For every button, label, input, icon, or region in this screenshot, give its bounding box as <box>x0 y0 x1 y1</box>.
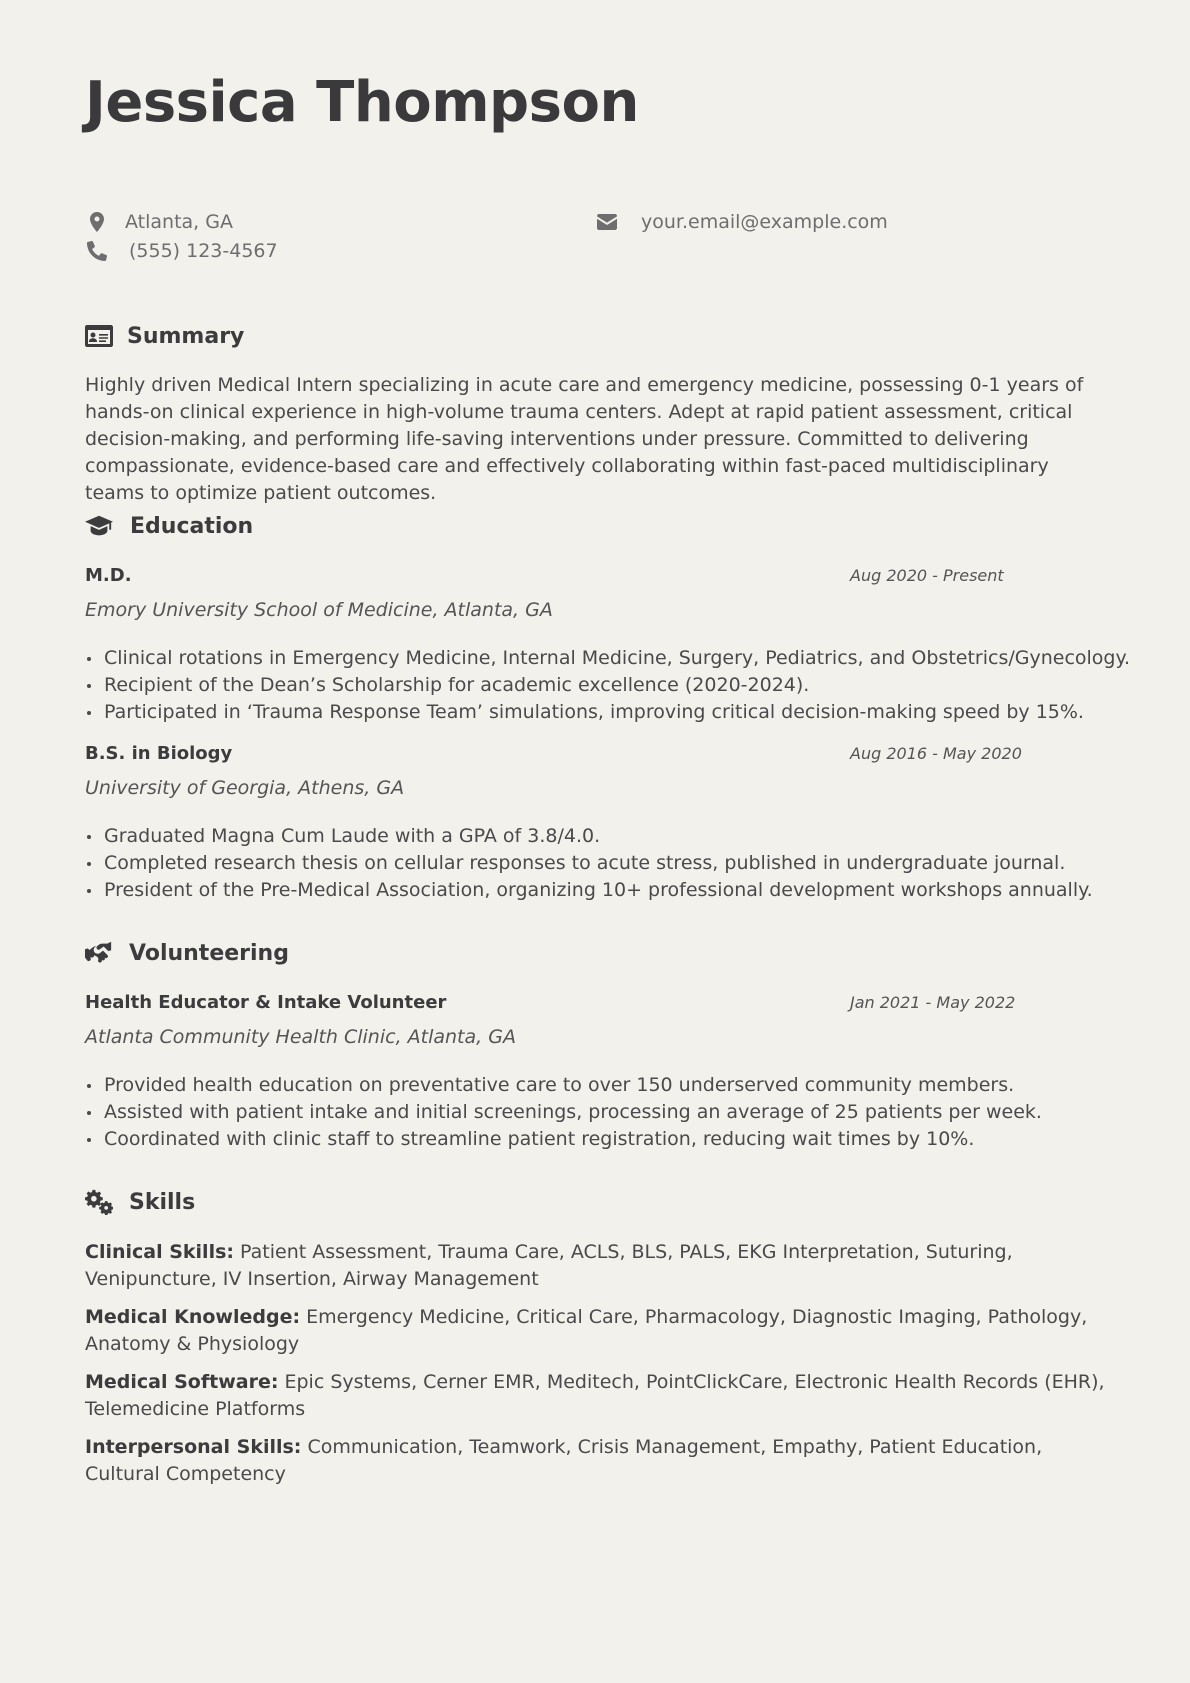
skill-group <box>85 1304 1105 1358</box>
skill-label: Medical Software: <box>85 1371 279 1393</box>
skills-heading <box>85 1187 195 1217</box>
skill-items: Epic Systems, Cerner EMR, Meditech, PointClickCare, Electronic Health Records (EHR), Telemedicine Platforms <box>85 1371 1105 1420</box>
degree-title: M.D. <box>85 565 132 586</box>
skills-title: Skills <box>129 1189 196 1215</box>
entry-dates: Jan 2021 - May 2022 <box>850 993 1016 1012</box>
summary-title: Summary <box>127 323 245 349</box>
school-name: University of Georgia, Athens, GA <box>85 777 405 799</box>
school-name: Emory University School of Medicine, Atlanta, GA <box>85 599 553 621</box>
list-item: Provided health education on preventative care to over 150 underserved community members. <box>85 1072 1105 1099</box>
phone-text: (555) 123-4567 <box>129 240 278 262</box>
skill-group <box>85 1434 1105 1488</box>
phone-icon <box>85 241 109 261</box>
list-item: President of the Pre-Medical Association, organizing 10+ professional development workshops annually. <box>85 877 1105 904</box>
list-item: Coordinated with clinic staff to streamline patient registration, reducing wait times by 10%. <box>85 1126 1105 1153</box>
skill-items: Communication, Teamwork, Crisis Management, Empathy, Patient Education, Cultural Competency <box>85 1436 1043 1485</box>
summary-text: Highly driven Medical Intern specializing in acute care and emergency medicine, possessing 0-1 years of hands-on clinical experience in high-volume trauma centers. Adept at rapid patient assessment, critical decision-making, and performing life-saving interventions under pressure. Committed to delivering compassionate, evidence-based care and effectively collaborating within fast-paced multidisciplinary teams to optimize patient outcomes. <box>85 374 1084 504</box>
email-text: your.email@example.com <box>641 211 888 233</box>
education-heading <box>85 511 253 541</box>
skill-label: Interpersonal Skills: <box>85 1436 302 1458</box>
skill-items: Patient Assessment, Trauma Care, ACLS, BLS, PALS, EKG Interpretation, Suturing, Venipuncture, IV Insertion, Airway Management <box>85 1241 1013 1290</box>
education-entry <box>85 565 1131 726</box>
list-item: Graduated Magna Cum Laude with a GPA of 3.8/4.0. <box>85 823 1105 850</box>
organization-name: Atlanta Community Health Clinic, Atlanta, GA <box>85 1026 516 1048</box>
volunteering-title: Volunteering <box>129 940 289 966</box>
list-item: Assisted with patient intake and initial screenings, processing an average of 25 patients per week. <box>85 1099 1105 1126</box>
contact-phone <box>85 239 278 263</box>
contact-location <box>85 210 233 234</box>
skill-items: Emergency Medicine, Critical Care, Pharmacology, Diagnostic Imaging, Pathology, Anatomy & Physiology <box>85 1306 1088 1355</box>
map-marker-icon <box>85 212 109 232</box>
skill-group <box>85 1239 1105 1293</box>
entry-header <box>85 743 1105 769</box>
id-card-icon <box>85 325 113 347</box>
contact-email <box>595 210 888 234</box>
entry-dates: Aug 2020 - Present <box>850 566 1004 585</box>
volunteering-heading <box>85 938 289 968</box>
list-item: Clinical rotations in Emergency Medicine, Internal Medicine, Surgery, Pediatrics, and Obstetrics/Gynecology. <box>85 645 1105 672</box>
education-entry <box>85 743 1105 904</box>
list-item: Completed research thesis on cellular responses to acute stress, published in undergraduate journal. <box>85 850 1105 877</box>
skill-label: Medical Knowledge: <box>85 1306 301 1328</box>
volunteer-entry <box>85 992 1105 1153</box>
achievement-list <box>85 823 1105 904</box>
degree-title: B.S. in Biology <box>85 743 233 764</box>
list-item: Participated in ‘Trauma Response Team’ simulations, improving critical decision-making speed by 15%. <box>85 699 1105 726</box>
achievement-list <box>85 1072 1105 1153</box>
entry-header <box>85 565 1105 591</box>
entry-dates: Aug 2016 - May 2020 <box>850 744 1022 763</box>
entry-header <box>85 992 1105 1018</box>
handshake-icon <box>85 941 113 965</box>
summary-heading <box>85 321 244 351</box>
gears-icon <box>85 1189 113 1215</box>
skill-group <box>85 1369 1105 1423</box>
role-title: Health Educator & Intake Volunteer <box>85 992 447 1013</box>
envelope-icon <box>595 214 619 230</box>
location-text: Atlanta, GA <box>125 211 233 233</box>
achievement-list <box>85 645 1131 726</box>
list-item: Recipient of the Dean’s Scholarship for academic excellence (2020-2024). <box>85 672 1105 699</box>
graduation-cap-icon <box>85 515 113 537</box>
education-title: Education <box>130 513 254 539</box>
candidate-name: Jessica Thompson <box>85 70 639 135</box>
skill-label: Clinical Skills: <box>85 1241 234 1263</box>
